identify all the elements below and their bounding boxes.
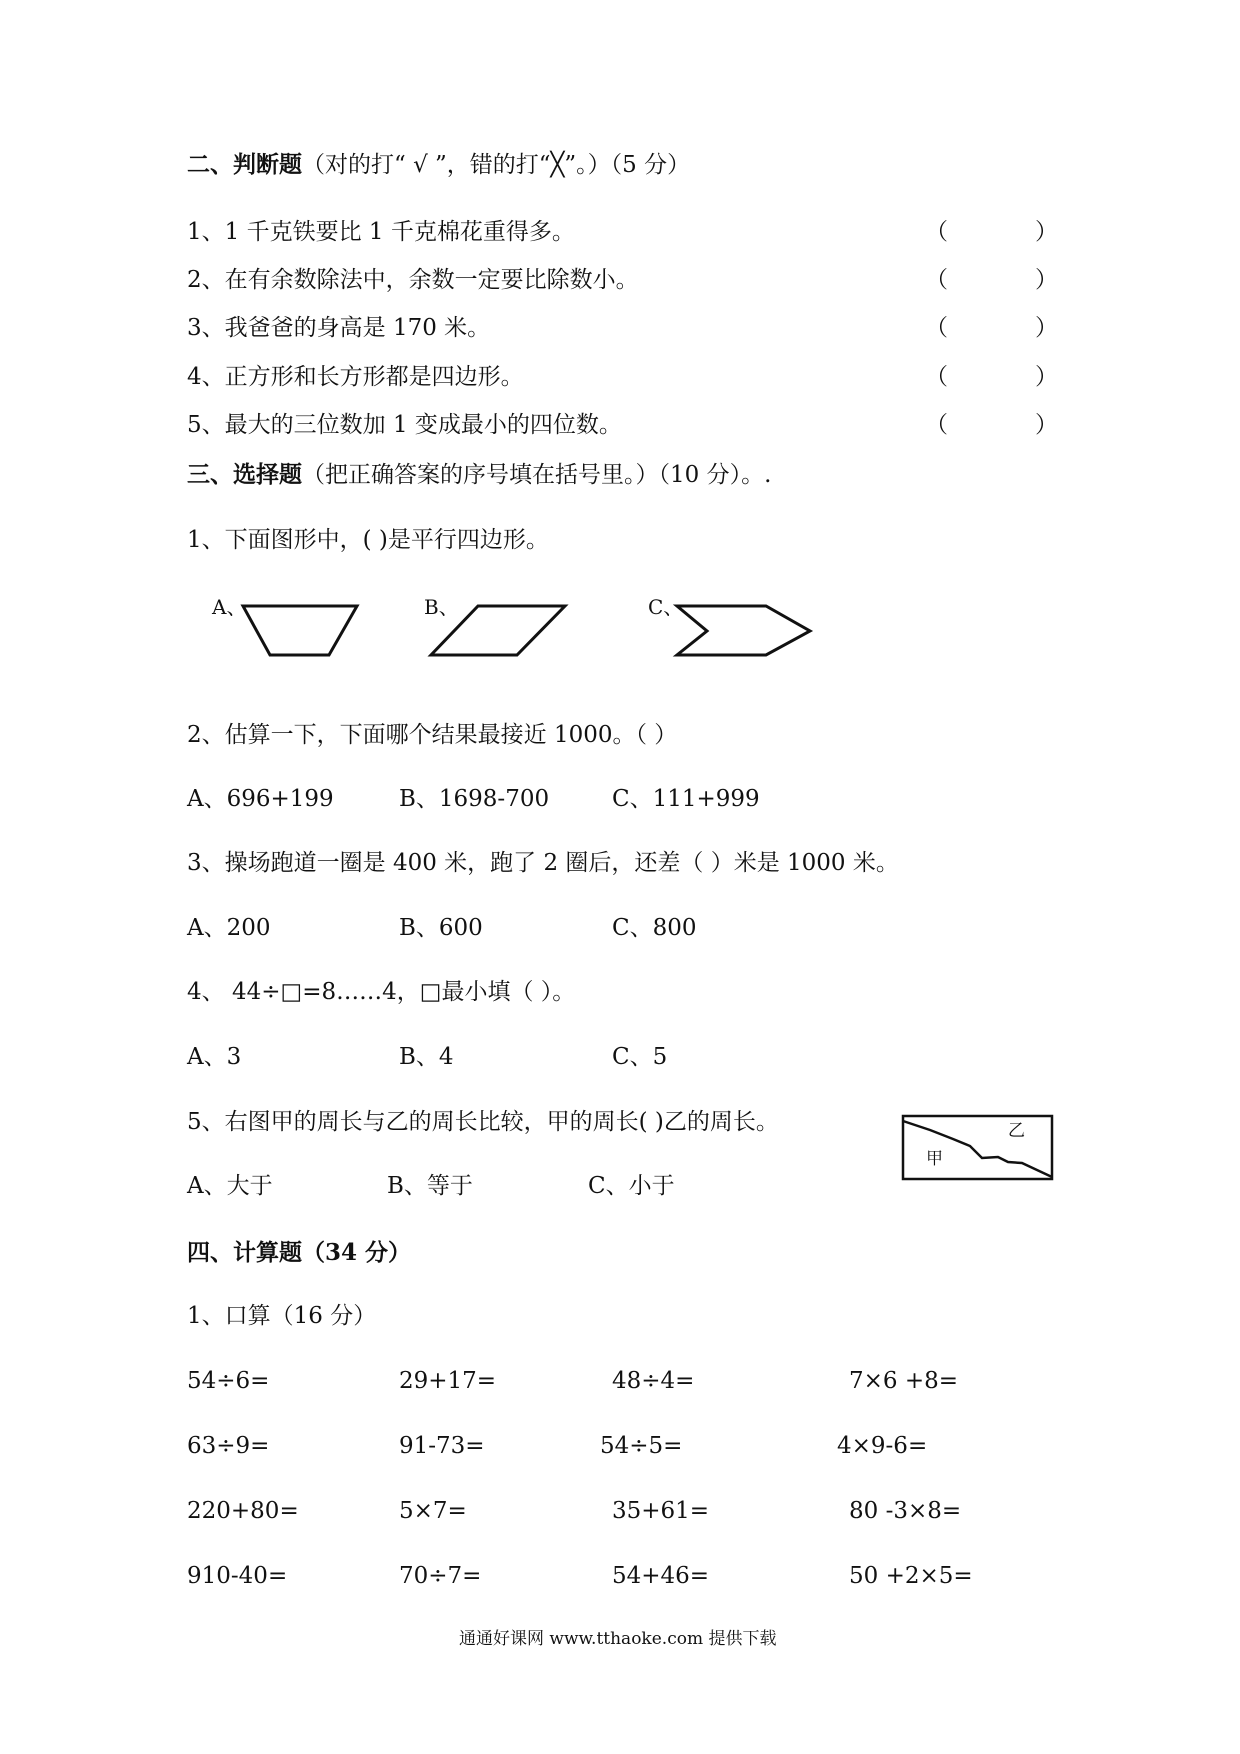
section3-title: 三、选择题 [187, 461, 302, 488]
section2-instruction: （对的打“ √ ”，错的打“╳”。）（5 分） [302, 152, 691, 178]
calc-r3-c2: 5×7= [399, 1498, 467, 1524]
q5-figure-label-jia: 甲 [926, 1149, 943, 1169]
q5-figure-box [903, 1116, 1052, 1179]
judge-item-4: 4、正方形和长方形都是四边形。 [187, 364, 524, 390]
calc-r1-c3: 48÷4= [612, 1368, 695, 1394]
section3-instruction: （把正确答案的序号填在括号里。）（10 分）。. [302, 462, 772, 488]
answer-paren-open-3[interactable]: （ [925, 315, 948, 341]
answer-paren-close-4: ） [1035, 364, 1058, 390]
q3-option-b: B、600 [399, 915, 483, 941]
q4-option-b: B、4 [399, 1044, 454, 1070]
calc-r1-c2: 29+17= [399, 1368, 497, 1394]
q1-label-a: A、 [212, 595, 247, 619]
q2-option-a: A、696+199 [187, 786, 334, 812]
q1-label-c: C、 [648, 595, 684, 619]
calc-r3-c4: 80 -3×8= [849, 1498, 962, 1524]
answer-paren-open-4[interactable]: （ [925, 364, 948, 390]
q5-stem: 5、右图甲的周长与乙的周长比较，甲的周长( )乙的周长。 [187, 1109, 779, 1135]
answer-paren-close-5: ） [1035, 412, 1058, 438]
answer-paren-open-2[interactable]: （ [925, 267, 948, 293]
calc-r2-c2: 91-73= [399, 1433, 485, 1459]
calc-r4-c4: 50 +2×5= [849, 1563, 973, 1589]
q5-option-b: B、等于 [387, 1173, 473, 1199]
section2-title: 二、判断题 [187, 151, 302, 178]
q2-stem: 2、估算一下，下面哪个结果最接近 1000。（ ） [187, 722, 678, 748]
calc-r4-c2: 70÷7= [399, 1563, 482, 1589]
q5-option-a: A、大于 [187, 1173, 273, 1199]
q3-option-c: C、800 [612, 915, 697, 941]
trapezoid-shape [243, 606, 357, 655]
answer-paren-open-1[interactable]: （ [925, 219, 948, 245]
calc-r2-c1: 63÷9= [187, 1433, 270, 1459]
parallelogram-shape [431, 606, 565, 655]
page-footer: 通通好课网 www.tthaoke.com 提供下载 [459, 1629, 777, 1649]
q5-option-c: C、小于 [588, 1173, 675, 1199]
q4-option-a: A、3 [187, 1044, 242, 1070]
q3-stem: 3、操场跑道一圈是 400 米，跑了 2 圈后，还差（ ）米是 1000 米。 [187, 850, 899, 876]
answer-paren-open-5[interactable]: （ [925, 412, 948, 438]
calc-r4-c1: 910-40= [187, 1563, 288, 1589]
judge-item-3: 3、我爸爸的身高是 170 米。 [187, 315, 491, 341]
arrow-shape [677, 606, 810, 655]
calc-r1-c1: 54÷6= [187, 1368, 270, 1394]
calc-r1-c4: 7×6 +8= [849, 1368, 959, 1394]
q2-option-b: B、1698-700 [399, 786, 550, 812]
answer-paren-close-1: ） [1035, 219, 1058, 245]
answer-paren-close-3: ） [1035, 315, 1058, 341]
calc-r3-c3: 35+61= [612, 1498, 710, 1524]
calc-r3-c1: 220+80= [187, 1498, 299, 1524]
q4-stem: 4、 44÷□=8……4，□最小填（ ）。 [187, 979, 576, 1005]
q4-option-c: C、5 [612, 1044, 668, 1070]
judge-item-1: 1、1 千克铁要比 1 千克棉花重得多。 [187, 219, 575, 245]
q1-stem: 1、下面图形中，( )是平行四边形。 [187, 527, 549, 553]
answer-paren-close-2: ） [1035, 267, 1058, 293]
calc-r4-c3: 54+46= [612, 1563, 710, 1589]
judge-item-5: 5、最大的三位数加 1 变成最小的四位数。 [187, 412, 622, 438]
q2-option-c: C、111+999 [612, 786, 760, 812]
section4-sub1: 1、口算（16 分） [187, 1303, 377, 1329]
q5-figure-label-yi: 乙 [1008, 1121, 1025, 1141]
q3-option-a: A、200 [187, 915, 271, 941]
calc-r2-c4: 4×9-6= [837, 1433, 928, 1459]
q1-label-b: B、 [424, 595, 459, 619]
judge-item-2: 2、在有余数除法中，余数一定要比除数小。 [187, 267, 639, 293]
calc-r2-c3: 54÷5= [600, 1433, 683, 1459]
section4-title: 四、计算题（34 分） [187, 1239, 412, 1266]
